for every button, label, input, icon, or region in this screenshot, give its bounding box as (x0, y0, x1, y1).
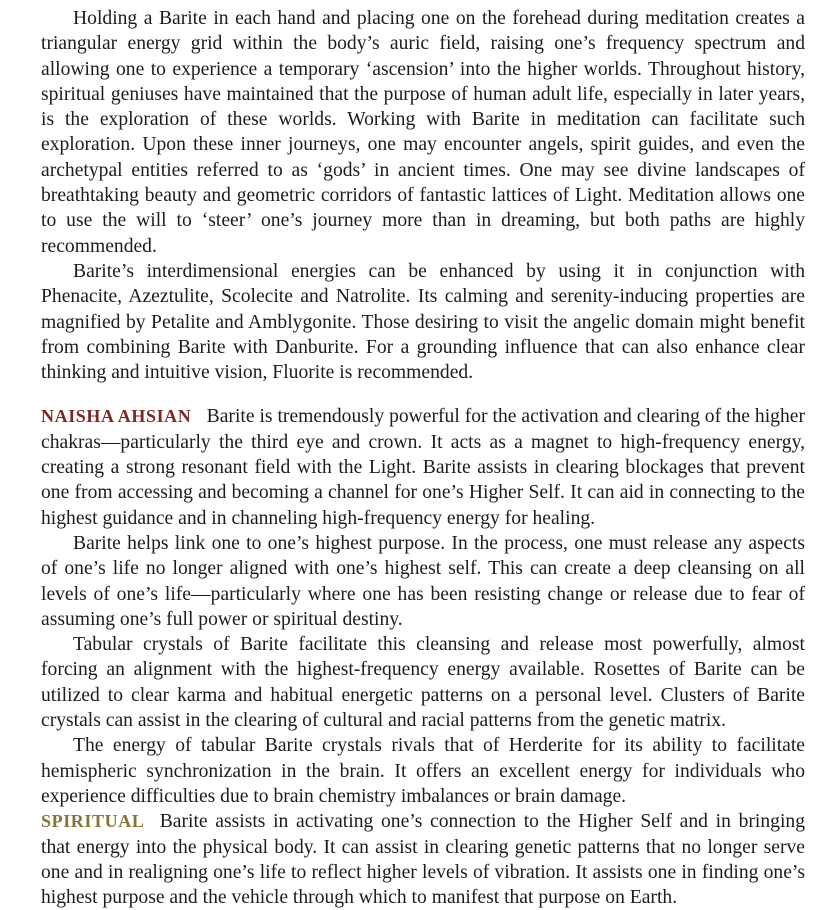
paragraph-text: Barite assists in activating one’s connection to the Higher Self and in bringing that energy into the physical body. It can assist in clearing genetic patterns that no longer serve one and in realigning one’s life to reflect higher levels of vibration. It assists one in finding one’s highest purpose and the vehicle through which to manifest that purpose on Earth. (41, 811, 805, 909)
paragraph: Holding a Barite in each hand and placing one on the forehead during meditation creates a triangular energy grid within the body’s auric field, raising one’s frequency spectrum and allowing one to experience a temporary ‘ascension’ into the higher worlds. Throughout history, spiritual geniuses have maintained that the purpose of human adult life, especially in later years, is the exploration of these worlds. Working with Barite in meditation can facilitate such exploration. Upon these inner journeys, one may encounter angels, spirit guides, and even the archetypal entities referred to as ‘gods’ in ancient times. One may see divine landscapes of breathtaking beauty and geometric corridors of fantastic lattices of Light. Meditation allows one to use the will to ‘steer’ one’s journey more than in dreaming, but both paths are highly recommended. (41, 8, 805, 257)
paragraph: Barite’s interdimensional energies can be enhanced by using it in conjunction with Phenacite, Azeztulite, Scolecite and Natrolite. Its calming and serenity-inducing properties are magnified by Petalite and Amblygonite. Those desiring to visit the angelic domain might benefit from combining Barite with Danburite. For a grounding influence that can also enhance clear thinking and intuitive vision, Fluorite is recommended. (41, 260, 805, 384)
section-spiritual (41, 809, 805, 910)
paragraph-text: Barite is tremendously powerful for the activation and clearing of the higher chakras—particularly the third eye and crown. It acts as a magnet to high-frequency energy, creating a strong resonant field with the Light. Barite assists in clearing blockages that prevent one from accessing and becoming a channel for one’s Higher Self. It can aid in connecting to the highest guidance and in channeling high-frequency energy for healing. (41, 406, 805, 529)
paragraph: Tabular crystals of Barite facilitate this cleansing and release most powerfully, almost forcing an alignment with the highest-frequency energy available. Rosettes of Barite can be utilized to clear karma and habitual energetic patterns on a personal level. Clusters of Barite crystals can assist in the clearing of cultural and racial patterns from the genetic matrix. (41, 634, 805, 732)
section-naisha-ahsian (41, 404, 805, 530)
spiritual-heading: SPIRITUAL (41, 811, 145, 832)
paragraph: Barite helps link one to one’s highest purpose. In the process, one must release any aspects of one’s life no longer aligned with one’s highest self. This can create a deep cleansing on all levels of one’s life—particularly where one has been resisting change or release due to fear of assuming one’s full power or spiritual destiny. (41, 532, 805, 630)
naisha-ahsian-heading: NAISHA AHSIAN (41, 406, 192, 427)
paragraph: The energy of tabular Barite crystals rivals that of Herderite for its ability to facilitate hemispheric synchronization in the brain. It offers an excellent energy for individuals who experience difficulties due to brain chemistry imbalances or brain damage. (41, 735, 805, 807)
